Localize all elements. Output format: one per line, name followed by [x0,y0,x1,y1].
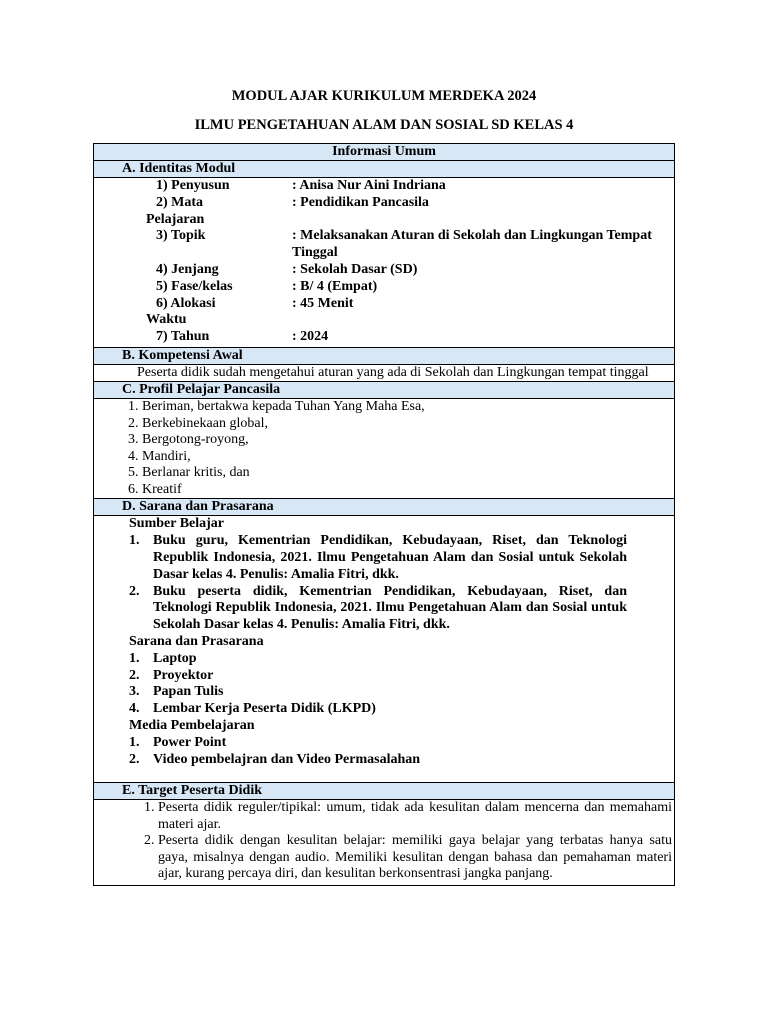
pancasila-profile-section [94,399,674,499]
pancasila-profile-list [94,399,674,498]
identity-row-alokasi [94,296,674,313]
section-e-heading [94,783,674,800]
item-number: 2. [129,751,140,767]
item-text: Lembar Kerja Peserta Didik (LKPD) [153,701,376,717]
item-text: Peserta didik dengan kesulitan belajar: memiliki gaya belajar yang terbatas hanya satu gaya, misalnya dengan audio. Memiliki kesulitan dengan bahasa dan pemahaman materi ajar, kurang percaya diri, dan kesulitan berkonsentrasi jangka panjang. [158,833,672,882]
list-item [129,651,674,668]
identity-label: 5) Fase/kelas [156,278,233,294]
identity-label: 3) Topik [156,228,206,244]
info-header: Informasi Umum [94,144,674,161]
item-text: Laptop [153,650,197,666]
identity-row-label-continuation [94,312,674,329]
identity-label: 4) Jenjang [156,261,219,277]
item-text: Peserta didik reguler/tipikal: umum, tidak ada kesulitan dalam mencerna dan memahami materi ajar. [158,800,672,832]
section-d-heading-text: D. Sarana dan Prasarana [122,499,274,515]
item-number: 2. [129,667,140,683]
identity-value: : B/ 4 (Empat) [292,278,378,294]
item-text: Power Point [153,734,227,750]
facilities-content [94,516,674,768]
list-item: 1. Beriman, bertakwa kepada Tuhan Yang Maha Esa, [128,399,425,415]
list-item [144,800,674,833]
item-number: 1. [144,800,155,816]
list-item [129,735,674,752]
section-e-heading-text: E. Target Peserta Didik [122,783,262,799]
sarana-heading: Sarana dan Prasarana [129,634,264,650]
identity-value: : 45 Menit [292,295,354,311]
list-item [129,684,674,701]
sumber-belajar-heading: Sumber Belajar [129,516,225,532]
list-item: 6. Kreatif [128,481,182,497]
item-number: 1. [129,734,140,750]
identity-row-mata-pelajaran [94,195,674,212]
initial-competence-text: Peserta didik sudah mengetahui aturan yang ada di Sekolah dan Lingkungan tempat tinggal [137,364,649,380]
section-c-heading [94,382,674,399]
section-b-heading-text: B. Kompetensi Awal [122,347,243,363]
document-subtitle: ILMU PENGETAHUAN ALAM DAN SOSIAL SD KELAS 4 [194,117,574,133]
item-number: 1. [129,650,140,666]
identity-label-continuation: Pelajaran [146,211,205,227]
list-item: 2. Berkebinekaan global, [128,415,268,431]
list-item [129,668,674,685]
initial-competence-section [94,365,674,383]
facilities-section [94,516,674,783]
identity-value: : Sekolah Dasar (SD) [292,261,418,277]
list-item [144,833,674,883]
section-c-heading-text: C. Profil Pelajar Pancasila [122,382,281,398]
identity-label: 1) Penyusun [156,178,230,193]
identity-row-tahun [94,329,674,346]
identity-row-topik [94,228,674,262]
identity-value: : 2024 [292,329,329,345]
module-info-table [93,143,675,886]
identity-value: : Pendidikan Pancasila [292,194,429,210]
identity-label: 7) Tahun [156,329,210,345]
list-item [129,752,674,769]
identity-value: : Anisa Nur Aini Indriana [292,178,446,193]
item-text: Video pembelajran dan Video Permasalahan [153,751,421,767]
media-heading: Media Pembelajaran [129,718,255,734]
item-text: Buku guru, Kementrian Pendidikan, Kebudayaan, Riset, dan Teknologi Republik Indonesia, 2021. Ilmu Pengetahuan Alam dan Sosial untuk Sekolah Dasar kelas 4. Penulis: Amalia Fitri, dkk. [153,533,627,582]
list-item [129,701,674,718]
identity-label: 2) Mata [156,194,204,210]
section-a-heading [94,161,674,178]
identity-value: : Melaksanakan Aturan di Sekolah dan Lingkungan Tempat Tinggal [292,228,652,261]
item-text: Proyektor [153,667,214,683]
item-text: Buku peserta didik, Kementrian Pendidikan, Kebudayaan, Riset, dan Teknologi Republik Indonesia, 2021. Ilmu Pengetahuan Alam dan Sosial untuk Sekolah Dasar kelas 4. Penulis: Amalia Fitri, dkk. [153,583,627,633]
identity-label-continuation: Waktu [146,312,187,328]
target-students-section [94,800,674,885]
target-students-list [94,800,674,885]
identity-label: 6) Alokasi [156,295,216,311]
list-item: 3. Bergotong-royong, [128,432,249,448]
item-number: 4. [129,701,140,717]
item-number: 3. [129,684,140,700]
list-item: 5. Berlanar kritis, dan [128,465,250,481]
list-item [129,584,674,634]
document-title: MODUL AJAR KURIKULUM MERDEKA 2024 [231,88,537,104]
item-number: 2. [144,833,155,849]
identity-section [94,178,674,348]
identity-row-penyusun [94,178,674,195]
identity-row-fase-kelas [94,279,674,296]
item-number: 1. [129,533,140,549]
list-item [129,533,674,583]
identity-row-jenjang [94,262,674,279]
list-item: 4. Mandiri, [128,448,191,464]
item-text: Papan Tulis [153,684,224,700]
section-a-heading-text: A. Identitas Modul [122,161,236,176]
section-b-heading [94,348,674,365]
section-d-heading [94,499,674,516]
item-number: 2. [129,583,140,599]
identity-row-label-continuation [94,212,674,229]
